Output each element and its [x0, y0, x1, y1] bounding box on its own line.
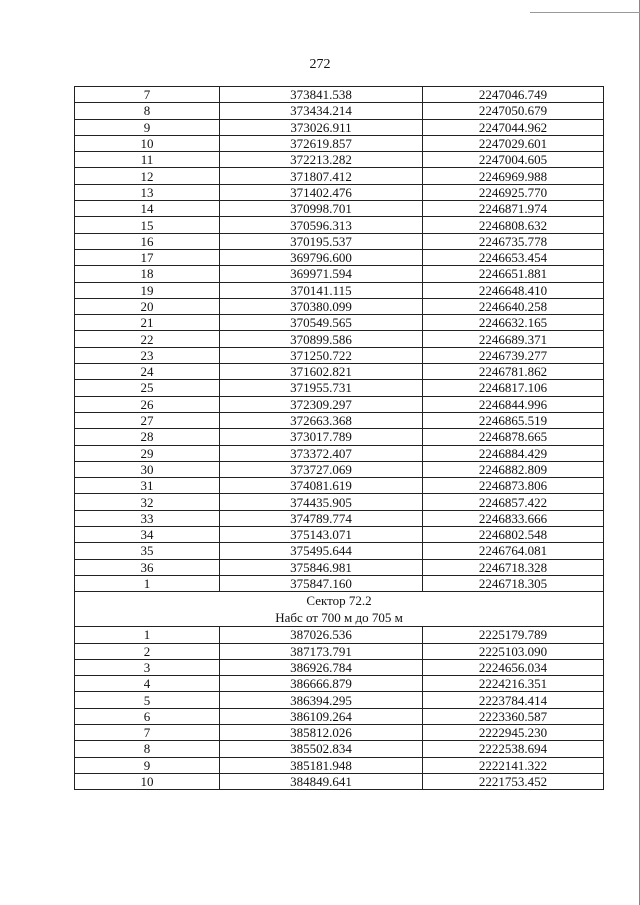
x-coordinate-cell: 375143.071 — [220, 527, 423, 543]
table-row — [75, 575, 604, 591]
point-number-cell: 31 — [75, 478, 220, 494]
table-row — [75, 364, 604, 380]
y-coordinate-cell: 2246718.305 — [423, 575, 604, 591]
point-number-cell: 21 — [75, 315, 220, 331]
y-coordinate-cell: 2224216.351 — [423, 676, 604, 692]
y-coordinate-cell: 2246632.165 — [423, 315, 604, 331]
table-row — [75, 659, 604, 675]
x-coordinate-cell: 385181.948 — [220, 757, 423, 773]
point-number-cell: 10 — [75, 135, 220, 151]
page-edge-line-top — [530, 12, 640, 13]
x-coordinate-cell: 373841.538 — [220, 87, 423, 103]
point-number-cell: 14 — [75, 201, 220, 217]
table-row — [75, 741, 604, 757]
section-subtitle: Набс от 700 м до 705 м — [275, 610, 403, 626]
point-number-cell: 32 — [75, 494, 220, 510]
y-coordinate-cell: 2246648.410 — [423, 282, 604, 298]
section-title: Сектор 72.2 — [306, 593, 372, 609]
point-number-cell: 11 — [75, 152, 220, 168]
point-number-cell: 10 — [75, 773, 220, 789]
x-coordinate-cell: 369796.600 — [220, 249, 423, 265]
y-coordinate-cell: 2223784.414 — [423, 692, 604, 708]
section-header-body — [75, 592, 604, 627]
y-coordinate-cell: 2225179.789 — [423, 627, 604, 643]
y-coordinate-cell: 2246882.809 — [423, 461, 604, 477]
point-number-cell: 24 — [75, 364, 220, 380]
x-coordinate-cell: 373017.789 — [220, 429, 423, 445]
table-row — [75, 559, 604, 575]
x-coordinate-cell: 386666.879 — [220, 676, 423, 692]
x-coordinate-cell: 387026.536 — [220, 627, 423, 643]
x-coordinate-cell: 386926.784 — [220, 659, 423, 675]
y-coordinate-cell: 2246833.666 — [423, 510, 604, 526]
table-row — [75, 298, 604, 314]
y-coordinate-cell: 2246925.770 — [423, 184, 604, 200]
point-number-cell: 34 — [75, 527, 220, 543]
table-row — [75, 380, 604, 396]
table-row — [75, 724, 604, 740]
x-coordinate-cell: 385502.834 — [220, 741, 423, 757]
y-coordinate-cell: 2247029.601 — [423, 135, 604, 151]
x-coordinate-cell: 373372.407 — [220, 445, 423, 461]
table-row — [75, 412, 604, 428]
table-row — [75, 347, 604, 363]
point-number-cell: 22 — [75, 331, 220, 347]
y-coordinate-cell: 2246871.974 — [423, 201, 604, 217]
y-coordinate-cell: 2246884.429 — [423, 445, 604, 461]
table-row — [75, 87, 604, 103]
table-row — [75, 119, 604, 135]
table-body-bottom — [75, 627, 604, 790]
point-number-cell: 9 — [75, 119, 220, 135]
table-row — [75, 396, 604, 412]
y-coordinate-cell: 2247004.605 — [423, 152, 604, 168]
y-coordinate-cell: 2246817.106 — [423, 380, 604, 396]
table-row — [75, 135, 604, 151]
table-row — [75, 478, 604, 494]
x-coordinate-cell: 375846.981 — [220, 559, 423, 575]
section-header-row — [75, 592, 604, 627]
x-coordinate-cell: 374081.619 — [220, 478, 423, 494]
table-row — [75, 527, 604, 543]
y-coordinate-cell: 2224656.034 — [423, 659, 604, 675]
point-number-cell: 29 — [75, 445, 220, 461]
point-number-cell: 9 — [75, 757, 220, 773]
y-coordinate-cell: 2246873.806 — [423, 478, 604, 494]
x-coordinate-cell: 385812.026 — [220, 724, 423, 740]
y-coordinate-cell: 2247050.679 — [423, 103, 604, 119]
table-row — [75, 152, 604, 168]
x-coordinate-cell: 373026.911 — [220, 119, 423, 135]
table-row — [75, 315, 604, 331]
table-row — [75, 757, 604, 773]
x-coordinate-cell: 372309.297 — [220, 396, 423, 412]
y-coordinate-cell: 2246739.277 — [423, 347, 604, 363]
table-row — [75, 249, 604, 265]
table-row — [75, 643, 604, 659]
x-coordinate-cell: 371250.722 — [220, 347, 423, 363]
y-coordinate-cell: 2222538.694 — [423, 741, 604, 757]
x-coordinate-cell: 370596.313 — [220, 217, 423, 233]
x-coordinate-cell: 374435.905 — [220, 494, 423, 510]
point-number-cell: 30 — [75, 461, 220, 477]
x-coordinate-cell: 386394.295 — [220, 692, 423, 708]
x-coordinate-cell: 370899.586 — [220, 331, 423, 347]
x-coordinate-cell: 371402.476 — [220, 184, 423, 200]
section-header-cell — [75, 592, 604, 627]
x-coordinate-cell: 372213.282 — [220, 152, 423, 168]
page-number: 272 — [309, 57, 331, 72]
x-coordinate-cell: 375847.160 — [220, 575, 423, 591]
y-coordinate-cell: 2246857.422 — [423, 494, 604, 510]
table-row — [75, 445, 604, 461]
x-coordinate-cell: 370549.565 — [220, 315, 423, 331]
point-number-cell: 2 — [75, 643, 220, 659]
table-row — [75, 708, 604, 724]
point-number-cell: 1 — [75, 575, 220, 591]
y-coordinate-cell: 2246781.862 — [423, 364, 604, 380]
point-number-cell: 8 — [75, 741, 220, 757]
point-number-cell: 6 — [75, 708, 220, 724]
table-row — [75, 168, 604, 184]
x-coordinate-cell: 384849.641 — [220, 773, 423, 789]
table-row — [75, 510, 604, 526]
coordinates-table-container — [74, 86, 603, 790]
y-coordinate-cell: 2247046.749 — [423, 87, 604, 103]
table-row — [75, 331, 604, 347]
table-row — [75, 233, 604, 249]
table-row — [75, 773, 604, 789]
y-coordinate-cell: 2246653.454 — [423, 249, 604, 265]
x-coordinate-cell: 371807.412 — [220, 168, 423, 184]
y-coordinate-cell: 2246802.548 — [423, 527, 604, 543]
table-body-top — [75, 87, 604, 592]
coordinates-table — [74, 86, 604, 790]
table-row — [75, 494, 604, 510]
y-coordinate-cell: 2246735.778 — [423, 233, 604, 249]
point-number-cell: 5 — [75, 692, 220, 708]
x-coordinate-cell: 370195.537 — [220, 233, 423, 249]
y-coordinate-cell: 2246865.519 — [423, 412, 604, 428]
point-number-cell: 19 — [75, 282, 220, 298]
x-coordinate-cell: 373727.069 — [220, 461, 423, 477]
x-coordinate-cell: 370380.099 — [220, 298, 423, 314]
y-coordinate-cell: 2246689.371 — [423, 331, 604, 347]
table-row — [75, 184, 604, 200]
x-coordinate-cell: 372663.368 — [220, 412, 423, 428]
point-number-cell: 17 — [75, 249, 220, 265]
y-coordinate-cell: 2247044.962 — [423, 119, 604, 135]
point-number-cell: 20 — [75, 298, 220, 314]
point-number-cell: 18 — [75, 266, 220, 282]
y-coordinate-cell: 2246969.988 — [423, 168, 604, 184]
point-number-cell: 36 — [75, 559, 220, 575]
point-number-cell: 1 — [75, 627, 220, 643]
y-coordinate-cell: 2246640.258 — [423, 298, 604, 314]
point-number-cell: 12 — [75, 168, 220, 184]
point-number-cell: 3 — [75, 659, 220, 675]
x-coordinate-cell: 372619.857 — [220, 135, 423, 151]
point-number-cell: 27 — [75, 412, 220, 428]
point-number-cell: 13 — [75, 184, 220, 200]
y-coordinate-cell: 2246878.665 — [423, 429, 604, 445]
x-coordinate-cell: 387173.791 — [220, 643, 423, 659]
x-coordinate-cell: 370141.115 — [220, 282, 423, 298]
table-row — [75, 429, 604, 445]
y-coordinate-cell: 2246844.996 — [423, 396, 604, 412]
point-number-cell: 33 — [75, 510, 220, 526]
y-coordinate-cell: 2225103.090 — [423, 643, 604, 659]
point-number-cell: 25 — [75, 380, 220, 396]
point-number-cell: 16 — [75, 233, 220, 249]
x-coordinate-cell: 373434.214 — [220, 103, 423, 119]
y-coordinate-cell: 2246764.081 — [423, 543, 604, 559]
point-number-cell: 23 — [75, 347, 220, 363]
table-row — [75, 217, 604, 233]
point-number-cell: 4 — [75, 676, 220, 692]
point-number-cell: 7 — [75, 724, 220, 740]
table-row — [75, 461, 604, 477]
y-coordinate-cell: 2222945.230 — [423, 724, 604, 740]
table-row — [75, 692, 604, 708]
point-number-cell: 15 — [75, 217, 220, 233]
x-coordinate-cell: 369971.594 — [220, 266, 423, 282]
point-number-cell: 7 — [75, 87, 220, 103]
point-number-cell: 28 — [75, 429, 220, 445]
point-number-cell: 8 — [75, 103, 220, 119]
x-coordinate-cell: 375495.644 — [220, 543, 423, 559]
table-row — [75, 627, 604, 643]
x-coordinate-cell: 371602.821 — [220, 364, 423, 380]
table-row — [75, 282, 604, 298]
point-number-cell: 35 — [75, 543, 220, 559]
table-row — [75, 676, 604, 692]
x-coordinate-cell: 386109.264 — [220, 708, 423, 724]
y-coordinate-cell: 2221753.452 — [423, 773, 604, 789]
x-coordinate-cell: 374789.774 — [220, 510, 423, 526]
y-coordinate-cell: 2223360.587 — [423, 708, 604, 724]
y-coordinate-cell: 2246651.881 — [423, 266, 604, 282]
y-coordinate-cell: 2246718.328 — [423, 559, 604, 575]
table-row — [75, 266, 604, 282]
table-row — [75, 103, 604, 119]
point-number-cell: 26 — [75, 396, 220, 412]
table-row — [75, 543, 604, 559]
y-coordinate-cell: 2222141.322 — [423, 757, 604, 773]
table-row — [75, 201, 604, 217]
x-coordinate-cell: 371955.731 — [220, 380, 423, 396]
x-coordinate-cell: 370998.701 — [220, 201, 423, 217]
y-coordinate-cell: 2246808.632 — [423, 217, 604, 233]
